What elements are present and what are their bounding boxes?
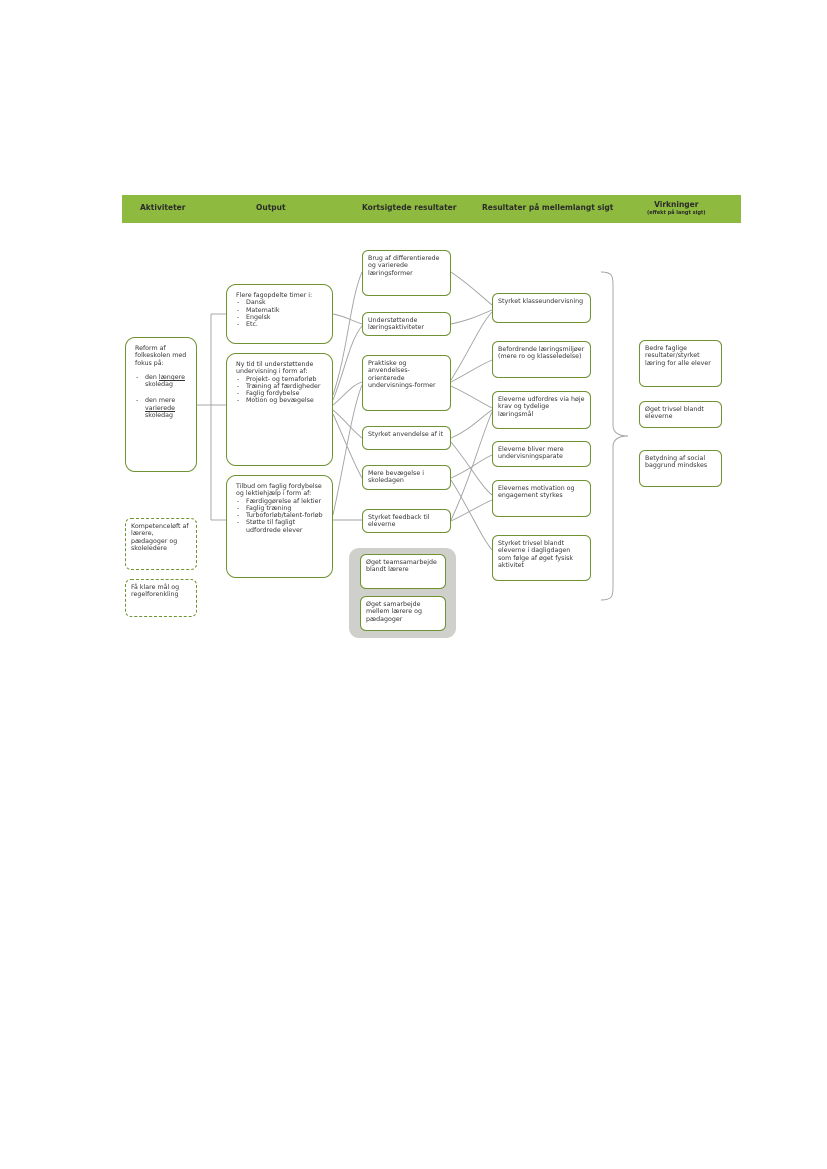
- kompetenceloeft-text: Kompetenceløft af lærere, pædagoger og skoleledere: [131, 523, 189, 552]
- reform-intro: Reform af folkeskolen med fokus på:: [135, 345, 187, 367]
- box-klare-maal: [125, 579, 197, 617]
- teamsamarbejde-text: Øget teamsamarbejde blandt lærere: [366, 559, 437, 574]
- reform-item1-underlined: længere: [158, 373, 185, 381]
- box-samarbejde: [360, 596, 446, 631]
- connector-bevaegelse-trivsel: [451, 480, 492, 550]
- timer-item: - Matematik: [236, 307, 323, 314]
- udfordres-text: Eleverne udfordres via høje krav og tydelige læringsmål: [498, 396, 585, 418]
- box-understottende: [362, 312, 451, 336]
- praktiske-text: Praktiske og anvendelses-orienterede undervisnings-former: [368, 360, 436, 389]
- connector-praktiske-befordrende: [451, 360, 492, 382]
- box-styrket-anvendelse-it: [362, 426, 451, 450]
- parate-text: Eleverne bliver mere undervisningsparate: [498, 446, 564, 461]
- header-mellemlangt: Resultater på mellemlangt sigt: [482, 203, 614, 212]
- reform-item1-post: skoledag: [145, 381, 174, 389]
- box-klasseundervisning: [492, 293, 591, 323]
- header-virkninger-subtitle: (effekt på langt sigt): [647, 210, 706, 216]
- timer-title: Flere fagopdelte timer i:: [236, 292, 313, 299]
- klare-maal-text: Få klare mål og regelforenkling: [131, 584, 180, 599]
- connector-feedback-motivation: [451, 500, 492, 521]
- samarbejde-text: Øget samarbejde mellem lærere og pædagoger: [366, 601, 422, 623]
- header-aktiviteter: Aktiviteter: [140, 203, 186, 212]
- reform-item2-pre: den mere: [145, 397, 176, 405]
- connector-anvendelse-udfordres: [451, 410, 492, 438]
- box-praktiske: [362, 355, 451, 411]
- nytid-item: - Projekt- og temaforløb: [236, 376, 323, 383]
- bevaegelse-text: Mere bevægelse i skoledagen: [368, 470, 424, 485]
- header-output: Output: [256, 203, 286, 212]
- connector-nytid-praktiske: [333, 382, 362, 405]
- connector-timer-understottende: [333, 314, 362, 324]
- box-motivation: [492, 480, 591, 517]
- reform-item2-post: skoledag: [145, 412, 174, 420]
- connector-nytid-brug: [333, 272, 362, 395]
- box-befordrende: [492, 341, 591, 378]
- nytid-item: - Træning af færdigheder: [236, 383, 323, 390]
- nytid-title: Ny tid til understøttende undervisning i form af:: [236, 361, 314, 376]
- tilbud-item: - Turboforløb/talent-forløb: [236, 512, 323, 519]
- befordrende-text: Befordrende læringsmiljøer (mere ro og klasseledelse): [498, 346, 585, 361]
- box-mere-bevaegelse: [362, 465, 451, 490]
- box-udfordres: [492, 391, 591, 429]
- box-oeget-trivsel: [639, 401, 722, 428]
- nytid-item: - Faglig fordybelse: [236, 390, 323, 397]
- social-text: Betydning af social baggrund mindskes: [645, 455, 708, 470]
- reform-item1-pre: den: [145, 373, 159, 381]
- box-fagopdelte-timer: [226, 284, 333, 344]
- understottende-text: Understøttende læringsaktiviteter: [368, 317, 425, 332]
- right-brace: [601, 272, 628, 600]
- timer-item: - Engelsk: [236, 314, 323, 321]
- reform-item-varierede: [135, 397, 187, 419]
- anvendelse-text: Styrket anvendelse af it: [368, 431, 444, 438]
- header-kortsigtede: Kortsigtede resultater: [362, 203, 457, 212]
- box-trivsel-dagligdagen: [492, 535, 591, 581]
- header-virkninger-title: Virkninger: [654, 200, 699, 209]
- connector-tilbud-praktiske: [333, 385, 362, 515]
- tilbud-item: - Støtte til fagligt udfordrede elever: [236, 519, 323, 534]
- box-teamsamarbejde: [360, 554, 446, 589]
- tilbud-item: - Færdiggørelse af lektier: [236, 498, 323, 505]
- box-styrket-feedback: [362, 509, 451, 533]
- connector-praktiske-udfordres: [451, 386, 492, 408]
- brug-text: Brug af differentierede og varierede læringsformer: [368, 255, 440, 277]
- timer-item: - Dansk: [236, 299, 323, 306]
- motivation-text: Elevernes motivation og engagement styrkes: [498, 485, 575, 500]
- reform-item-laengere: [135, 374, 187, 389]
- feedback-text: Styrket feedback til eleverne: [368, 514, 430, 529]
- connector-feedback-udfordres: [451, 412, 492, 520]
- reform-item2-underlined: varierede: [145, 404, 175, 412]
- box-kompetenceloeft: [125, 518, 197, 570]
- box-ny-tid: [226, 353, 333, 466]
- faglige-text: Bedre faglige resultater/styrket læring for alle elever: [645, 345, 711, 367]
- timer-item: - Etc.: [236, 321, 323, 328]
- connector-bevaegelse-parate: [451, 455, 492, 478]
- connector-nytid-understottende: [333, 326, 362, 400]
- box-reform: [125, 337, 197, 472]
- tilbud-title: Tilbud om faglig fordybelse og lektiehjælp i form af:: [236, 483, 322, 498]
- box-brug-af-laeringsformer: [362, 250, 451, 296]
- nytid-item: - Motion og bevægelse: [236, 397, 323, 404]
- box-faglig-fordybelse: [226, 475, 333, 578]
- klasse-text: Styrket klasseundervisning: [498, 298, 584, 305]
- box-faglige-resultater: [639, 340, 722, 387]
- connector-understottende-klasse: [451, 310, 492, 324]
- box-undervisningsparate: [492, 441, 591, 467]
- connector-brug-klasse: [451, 272, 492, 305]
- box-social-baggrund: [639, 450, 722, 487]
- oeget-trivsel-text: Øget trivsel blandt eleverne: [645, 406, 704, 421]
- tilbud-item: - Faglig træning: [236, 505, 323, 512]
- trivsel-dagligdag-text: Styrket trivsel blandt eleverne i dagligdagen som følge af øget fysisk aktivitet: [498, 540, 574, 569]
